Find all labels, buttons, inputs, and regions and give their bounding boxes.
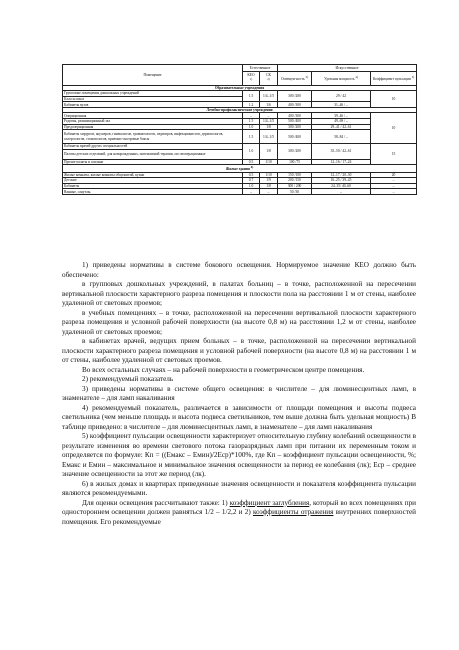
note-paragraph: 3) приведены нормативы в системе общего освещения: в числителе – для люминесцентных ламп, в знаменателе – для ламп накаливания [62,384,416,402]
table-cell: 1/8 [260,144,278,159]
table-cell: Ванные, санузлы, [63,189,243,195]
table-cell: Кабинеты врачей других специальностей [63,144,243,150]
table-cell: 300 /200 [278,124,312,130]
table-cell: 1/4–1/5 [260,118,278,124]
note-paragraph: 5) коэффициент пульсации освещенности характеризует относительную глубину колебаний освещенности в результате изменения во времени светового потока газоразрядных ламп при питании их переменным током и определяется по формуле: Кп = ((Емакс – Емин)/2Еср)*100%, где Кп – коэффициент пульсации освещенности, %; Емакс и Емин – максимальное и минимальное значения освещенности за период ее колебания (лк); Еср – среднее значение освещенности за этот же период (лк). [62,432,416,478]
table-cell: Операционная [63,113,243,119]
table-cell: 29 / 42 [312,91,371,102]
table-cell: 400 /300 [278,102,312,108]
table-cell: – [371,178,417,184]
table-cell: Прочие палаты и спальни [63,159,243,165]
table-cell: 1.5 [243,91,260,102]
table-cell: Кабинеты вузов [63,102,243,108]
table-cell: Палаты детских отделений, для новорожденных, интенсивной терапии, послеоперационные [63,149,243,159]
table-cell: – [371,189,417,195]
table-row [63,189,417,195]
table-cell: 1.0 [243,144,260,159]
table-cell: 58–84 / – [312,130,371,144]
final-paragraph [62,499,416,528]
note-paragraph: 2) рекомендуемый показатель [82,375,174,383]
note-paragraph: в групповых дошкольных учреждений, в палатах больниц – в точке, расположенной на пересечении вертикальной плоскости характерного разреза помещения и плоскости пола на расстоянии 1 м от стены, наиболее удаленной от световых проемов; [62,280,416,307]
header-natural: Естественное [243,65,278,72]
table-cell: 150 /100 [278,172,312,178]
table-cell: 1/4–1/5 [260,130,278,144]
table-cell: 12–17 / 20–30 [312,172,371,178]
table-cell: – [312,189,371,195]
header-power: Удельная мощность $^{4)}$ [312,72,371,86]
table-cell: Жилые комнаты, жилые комнаты общежитий, кухни [63,172,243,178]
table-cell: Классы школ [63,96,243,102]
table-cell: 1/8 [260,124,278,130]
table-cell: Предоперационная [63,124,243,130]
note-paragraph: 4) рекомендуемый показатель, различается в зависимости от площади помещения и высоты подвеса светильника (чем меньше площадь и высота подвеса светильников, тем выше должна быть удельная мощность) В таблице приведено: в числителе – для люминесцентных ламп, в знаменателе – для ламп накаливания [62,403,416,431]
term-depth-coefficient: коэффициент заглубления [229,498,310,507]
table-cell: 10 [371,113,417,144]
note-paragraph: 6) в жилых домах и квартирах приведенные значения освещенности и показателя коэффициента пульсации являются рекомендуемыми. [62,479,416,497]
note-paragraph: Во всех остальных случаях – на рабочей поверхности в геометрическом центре помещения. [82,365,365,374]
table-cell: 39–46 / – [312,113,371,119]
table-cell: 1.0 [243,183,260,189]
table-header-row [63,65,417,72]
table-cell: 300 / 200 [278,183,312,189]
section-title: Образовательные учреждения [63,86,417,91]
table-cell: – [371,183,417,189]
term-reflection-coefficients: коэффициенты отражения [252,508,334,516]
final-text: Для оценки освещения рассчитывают также: 1) [82,498,230,507]
header-artificial: Искусственное [278,65,417,72]
note-paragraph: в учебных помещениях – в точке, расположенной на пересечении вертикальной плоскости характерного разреза помещения и условной рабочей поверхности (на высоте 0,8 м) на расстоянии 1,2 м от стены, наиболее удаленной от световых проемов; [62,308,416,336]
table-cell: 24–35/ 40–60 [312,183,371,189]
table-cell: 1/9 [260,178,278,184]
table-cell: 500 /400 [278,130,312,144]
table-cell: 0.5 [243,159,260,165]
table-cell: Родовая, реанимационный зал [63,118,243,124]
table-cell: 400 /300 [278,113,312,119]
table-cell: 0.5 [243,172,260,178]
table-cell: 1/4–1/5 [260,91,278,102]
notes-text [62,261,416,527]
table-cell: 29–41 / 42–61 [312,124,371,130]
final-text: внутренних поверхностей помещения. Его рекомендуемые [62,508,416,526]
table-cell: 300 /200 [278,144,312,159]
table-cell: 100 /75 [278,159,312,165]
table-cell: 1.0 [243,124,260,130]
table-row [63,130,417,144]
table-cell: – [243,189,260,195]
header-premises: Помещение [63,65,243,86]
table-cell: 1.2 [243,102,260,108]
table-cell: – [260,189,278,195]
table-cell: Кабинеты [63,183,243,189]
note-paragraph: 1) приведены нормативы в системе бокового освещения. Нормируемое значение КЕО должно быть обеспечено: [62,261,416,279]
note-paragraph: в кабинетах врачей, ведущих прием больных – в точке, расположенной на пересечении вертикальной плоскости характерного разреза помещения и условной рабочей поверхности (на высоте 0,8 м) на расстоянии 1 м от стены, наиболее удаленной от световых проемов. [62,337,416,364]
table-cell: 31–46 / – [312,102,371,108]
table-cell: 20 [371,172,417,178]
table-cell: 1/8 [260,183,278,189]
table-cell: Групповые помещения дошкольных учреждений [63,91,243,97]
table-cell: 200 /150 [278,178,312,184]
section-title: Жилые здания $^{6)}$ [63,165,417,172]
table-cell: 12–16 / 17–24 [312,159,371,165]
table-cell: 1/10 [260,159,278,165]
header-illumination: Освещен-ность $^{3)}$ [278,72,312,86]
table-cell: 50 /30 [278,189,312,195]
table-cell: 0.7 [243,178,260,184]
table-cell: 15 [371,144,417,165]
table-cell: – [260,113,278,119]
header-sk: СК $^{2)}$ [260,72,278,86]
table-cell: 500 /400 [278,118,312,124]
table-cell: 300 /200 [278,91,312,102]
table-cell: 1.5 [243,118,260,124]
final-text: , который во всех помещениях при одностороннем освещении должен равняться 1/2 – 1/2,2 и 2) [62,498,417,516]
table-cell: 16–25 / 39–45 [312,178,371,184]
table-cell: 1/6 [260,102,278,108]
table-cell: Детские [63,178,243,184]
section-title: Лечебно-профилактические учреждения [63,108,417,113]
table-cell: 49–69 / – [312,118,371,124]
table-cell: 35–50 / 42–61 [312,144,371,159]
table-cell: 10 [371,91,417,108]
section-title-row [63,165,417,172]
table-cell: 1/10 [260,172,278,178]
table-cell: – [243,113,260,119]
table-cell: Кабинеты хирургов, акушеров, гинекологов, травматологов, педиатров, инфекционистов, дерматологов, аллергологов, стоматологов, приемно-смотровые боксы [63,130,243,144]
header-pulsation: Коэффициент пульсации $^{5)}$ [371,72,417,86]
table-cell: 1.5 [243,130,260,144]
header-keo: КЕО $^{1)}$ [243,72,260,86]
norms-table [62,64,417,195]
